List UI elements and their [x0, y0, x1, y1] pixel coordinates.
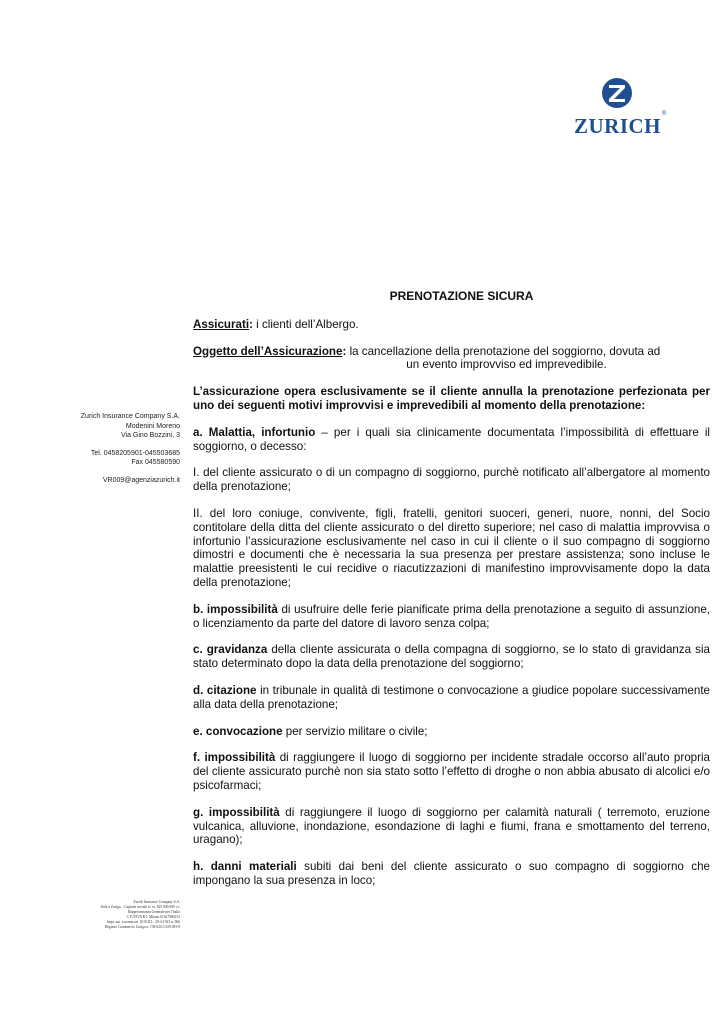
- clause-a-i: I. del cliente assicurato o di un compagno di soggiorno, purchè notificato all’albergatore al momento della prenotazione;: [193, 466, 710, 494]
- oggetto-text-1: la cancellazione della prenotazione del soggiorno, dovuta ad: [346, 344, 661, 358]
- clause-a: [193, 426, 710, 454]
- legal-line: Sede a Zurigo – Capitale sociale fr. sv. 825.000.000 i.v.: [100, 905, 180, 909]
- assicurati-text: i clienti dell’Albergo.: [252, 317, 359, 331]
- clause-h-label: h. danni materiali: [193, 860, 297, 874]
- clause-b: [193, 603, 710, 631]
- clause-g: [193, 806, 710, 847]
- agent-address: Via Gino Bozzini, 3: [120, 432, 180, 439]
- clause-e-label: e. convocazione: [193, 724, 283, 738]
- assicurati-paragraph: Assicurati: i clienti dell’Albergo.: [193, 317, 359, 331]
- clause-g-text: di raggiungere il luogo di soggiorno per calamità naturali ( terremoto, eruzione vulcanica, alluvione, inondazione, esondazione di laghi e fiumi, frana e smottamento del terreno, uragano);: [193, 805, 710, 847]
- clause-d: [193, 684, 710, 712]
- oggetto-text-2: un evento improvviso ed imprevedibile.: [406, 358, 607, 372]
- clause-a-label: a. Malattia, infortunio: [193, 425, 316, 439]
- oggetto-paragraph: Oggetto dell’Assicurazione: la cancellazione della prenotazione del soggiorno, dovuta ad un evento improvviso ed imprevedibile.: [193, 345, 710, 373]
- clause-c-label: c. gravidanza: [193, 643, 268, 657]
- clause-f-text: di raggiungere il luogo di soggiorno per incidente stradale occorso all’auto propria del cliente assicurato purchè non sia stato sotto l’effetto di droghe o non abbia abusato di alcolici e/o psicofarmaci;: [193, 751, 711, 792]
- document-body: [193, 290, 710, 901]
- clause-b-text: di usufruire delle ferie pianificate prima della prenotazione a seguito di assunzione, o licenziamento da parte del datore di lavoro senza colpa;: [193, 602, 711, 630]
- document-title: PRENOTAZIONE SICURA: [389, 289, 534, 303]
- clause-d-text: in tribunale in qualità di testimone o convocazione a giudice popolare successivamente alla data della prenotazione;: [193, 683, 710, 711]
- legal-line: Rappresentanza Generale per l'Italia: [127, 910, 180, 914]
- clause-c-text: della cliente assicurata o della compagna di soggiorno, se lo stato di gravidanza sia stato determinato dopo la data della prenotazione del soggiorno;: [193, 643, 710, 671]
- legal-line: Registro Commercio Zurigo n. CH-020.3.929.583-8: [104, 925, 180, 929]
- intro-paragraph: L’assicurazione opera esclusivamente se il cliente annulla la prenotazione perfezionata per uno dei seguenti motivi improvvisi e imprevedibili al momento della prenotazione:: [193, 385, 710, 412]
- brand-wordmark: ZURICH: [574, 114, 662, 138]
- clause-d-label: d. citazione: [193, 683, 257, 697]
- legal-line: Impr. aut. a norma art. 65 R.D.L. 29-4-1923 n. 966: [106, 920, 180, 924]
- clause-f: [193, 751, 710, 792]
- clause-h: [193, 860, 710, 888]
- clause-c: [193, 643, 710, 671]
- zurich-emblem-icon: [574, 76, 674, 112]
- agent-name: Modenini Moreno: [125, 422, 180, 430]
- clause-a-text: – per i quali sia clinicamente documentata l’impossibilità di effettuare il soggiorno, o decesso:: [193, 425, 710, 453]
- legal-line: C.F./P.IVA R.I. Milano 01627980152: [126, 915, 180, 919]
- registered-mark: ®: [662, 111, 667, 117]
- agent-phone: Tel. 0458205901-045503685: [90, 449, 180, 457]
- clause-e: [193, 725, 710, 739]
- assicurati-label: Assicurati: [193, 317, 250, 331]
- zurich-logo: [574, 76, 674, 136]
- clause-b-label: b. impossibilità: [193, 602, 278, 616]
- legal-footer: [60, 900, 180, 930]
- company-name: Zurich Insurance Company S.A.: [80, 413, 180, 420]
- legal-line: Zurich Insurance Company S.A.: [133, 900, 180, 904]
- clause-e-text: per servizio militare o civile;: [282, 724, 428, 738]
- clause-g-label: g. impossibilità: [193, 805, 280, 819]
- clause-f-label: f. impossibilità: [193, 751, 276, 765]
- agent-fax: Fax 045580590: [131, 459, 180, 466]
- clause-a-ii: II. del loro coniuge, convivente, figli, fratelli, genitori suoceri, generi, nuore, nonni, del Socio contitolare della ditta del cliente assicurato o del diretto superiore; nel caso di malattia improvvisa o infortunio l’assicurazione esclusivamente nel caso in cui il cliente o il suo compagno di soggiorno dimostri e documenti che è necessaria la sua presenza per prestare assistenza; sono incluse le malattie preesistenti le cui recidive o riacutizzazioni di manifestino improvvisamente dopo la data della prenotazione;: [193, 506, 710, 589]
- agency-info: [40, 412, 180, 485]
- agent-email: VR009@agenziazurich.it: [102, 476, 180, 484]
- oggetto-label: Oggetto dell’Assicurazione: [193, 344, 343, 358]
- clause-h-text: subiti dai beni del cliente assicurato o suo compagno di soggiorno che impongano la sua presenza in loco;: [193, 860, 710, 887]
